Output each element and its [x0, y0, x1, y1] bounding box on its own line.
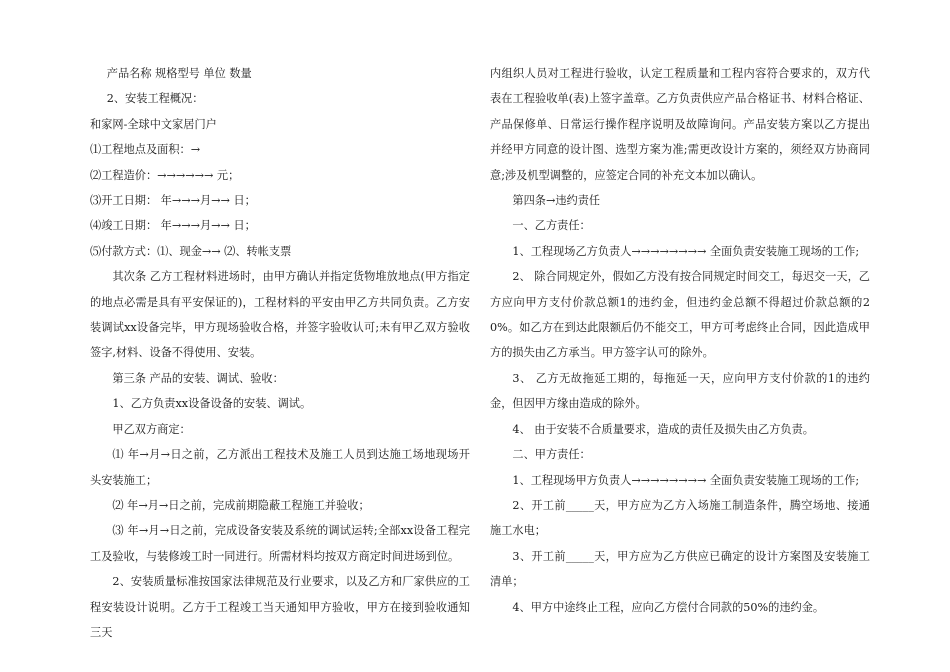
paragraph: 产品名称 规格型号 单位 数量: [106, 67, 252, 80]
paragraph: ⑶开工日期： 年→→→月→→ 日；: [90, 194, 256, 208]
paragraph: 1、工程现场乙方负责人→→→→→→→→ 全面负责安装施工现场的工作;: [512, 244, 860, 258]
paragraph: 3、开工前_____天，甲方应为乙方供应已确定的设计方案图及安装施工清单；: [490, 549, 870, 589]
paragraph: 第三条 产品的安装、调试、验收：: [112, 371, 284, 385]
paragraph: 1、乙方负责xx设备设备的安装、调试。: [112, 397, 312, 411]
paragraph: ⑵ 年→月→日之前，完成前期隐蔽工程施工并验收；: [112, 498, 370, 512]
paragraph: 3、 乙方无故拖延工期的，每拖延一天，应向甲方支付价款的1的违约金，但因甲方缘由造成的除外。: [490, 371, 870, 411]
paragraph: ⑸付款方式：⑴、现金→→ ⑵、转帐支票: [90, 244, 292, 258]
paragraph: 二、甲方责任：: [512, 448, 591, 462]
paragraph: 4、甲方中途终止工程，应向乙方偿付合同款的50%的违约金。: [512, 600, 825, 614]
paragraph: 2、安装工程概况：: [106, 92, 204, 106]
paragraph: ⑷竣工日期： 年→→→月→→ 日；: [90, 219, 256, 233]
paragraph: ⑶ 年→月→日之前，完成设备安装及系统的调试运转;全部xx设备工程完工及验收，与装修竣工时一同进行。所需材料均按双方商定时间进场到位。: [90, 524, 470, 563]
paragraph: 第四条→违约责任: [512, 194, 601, 208]
paragraph: ⑴工程地点及面积：→: [90, 143, 201, 157]
paragraph: ⑴ 年→月→日之前，乙方派出工程技术及施工人员到达施工场地现场开头安装施工；: [90, 448, 470, 487]
paragraph: ⑵工程造价：→→→→→→ 元；: [90, 168, 240, 182]
left-column: [90, 61, 470, 645]
paragraph: 4、 由于安装不合质量要求，造成的责任及损失由乙方负责。: [512, 422, 814, 436]
paragraph: 其次条 乙方工程材料进场时，由甲方确认并指定货物堆放地点(甲方指定的地点必需是具有平安保证的)，工程材料的平安由甲乙方共同负责。乙方安装调试xx设备完毕，甲方现场验收合格，并签字验收认可;未有甲乙双方验收签字,材料、设备不得使用、安装。: [90, 270, 470, 360]
paragraph: 1、工程现场甲方负责人→→→→→→→→ 全面负责安装施工现场的工作;: [512, 473, 860, 487]
paragraph: 2、 除合同规定外，假如乙方没有按合同规定时间交工，每迟交一天，乙方应向甲方支付价款总额1的违约金，但违约金总额不得超过价款总额的20%。如乙方在到达此限额后仍不能交工，甲方可考虑终止合同，因此造成甲方的损失由乙方承当。甲方签字认可的除外。: [490, 270, 870, 360]
paragraph: 内组织人员对工程进行验收，认定工程质量和工程内容符合要求的，双方代表在工程验收单(表)上签字盖章。乙方负责供应产品合格证书、材料合格证、产品保修单、日常运行操作程序说明及故障询问。产品安装方案以乙方提出并经甲方同意的设计图、选型方案为准;需更改设计方案的，须经双方协商同意;涉及机型调整的，应签定合同的补充文本加以确认。: [490, 67, 870, 182]
paragraph: 甲乙双方商定：: [112, 422, 191, 436]
paragraph: 一、乙方责任：: [512, 219, 591, 233]
right-column: [490, 61, 870, 620]
paragraph: 和家网-全球中文家居门户: [90, 117, 217, 131]
paragraph: 2、开工前_____天，甲方应为乙方入场施工制造条件，腾空场地、接通施工水电；: [490, 498, 870, 538]
paragraph: 2、安装质量标准按国家法律规范及行业要求，以及乙方和厂家供应的工程安装设计说明。乙方于工程竣工当天通知甲方验收，甲方在接到验收通知三天: [90, 575, 470, 639]
